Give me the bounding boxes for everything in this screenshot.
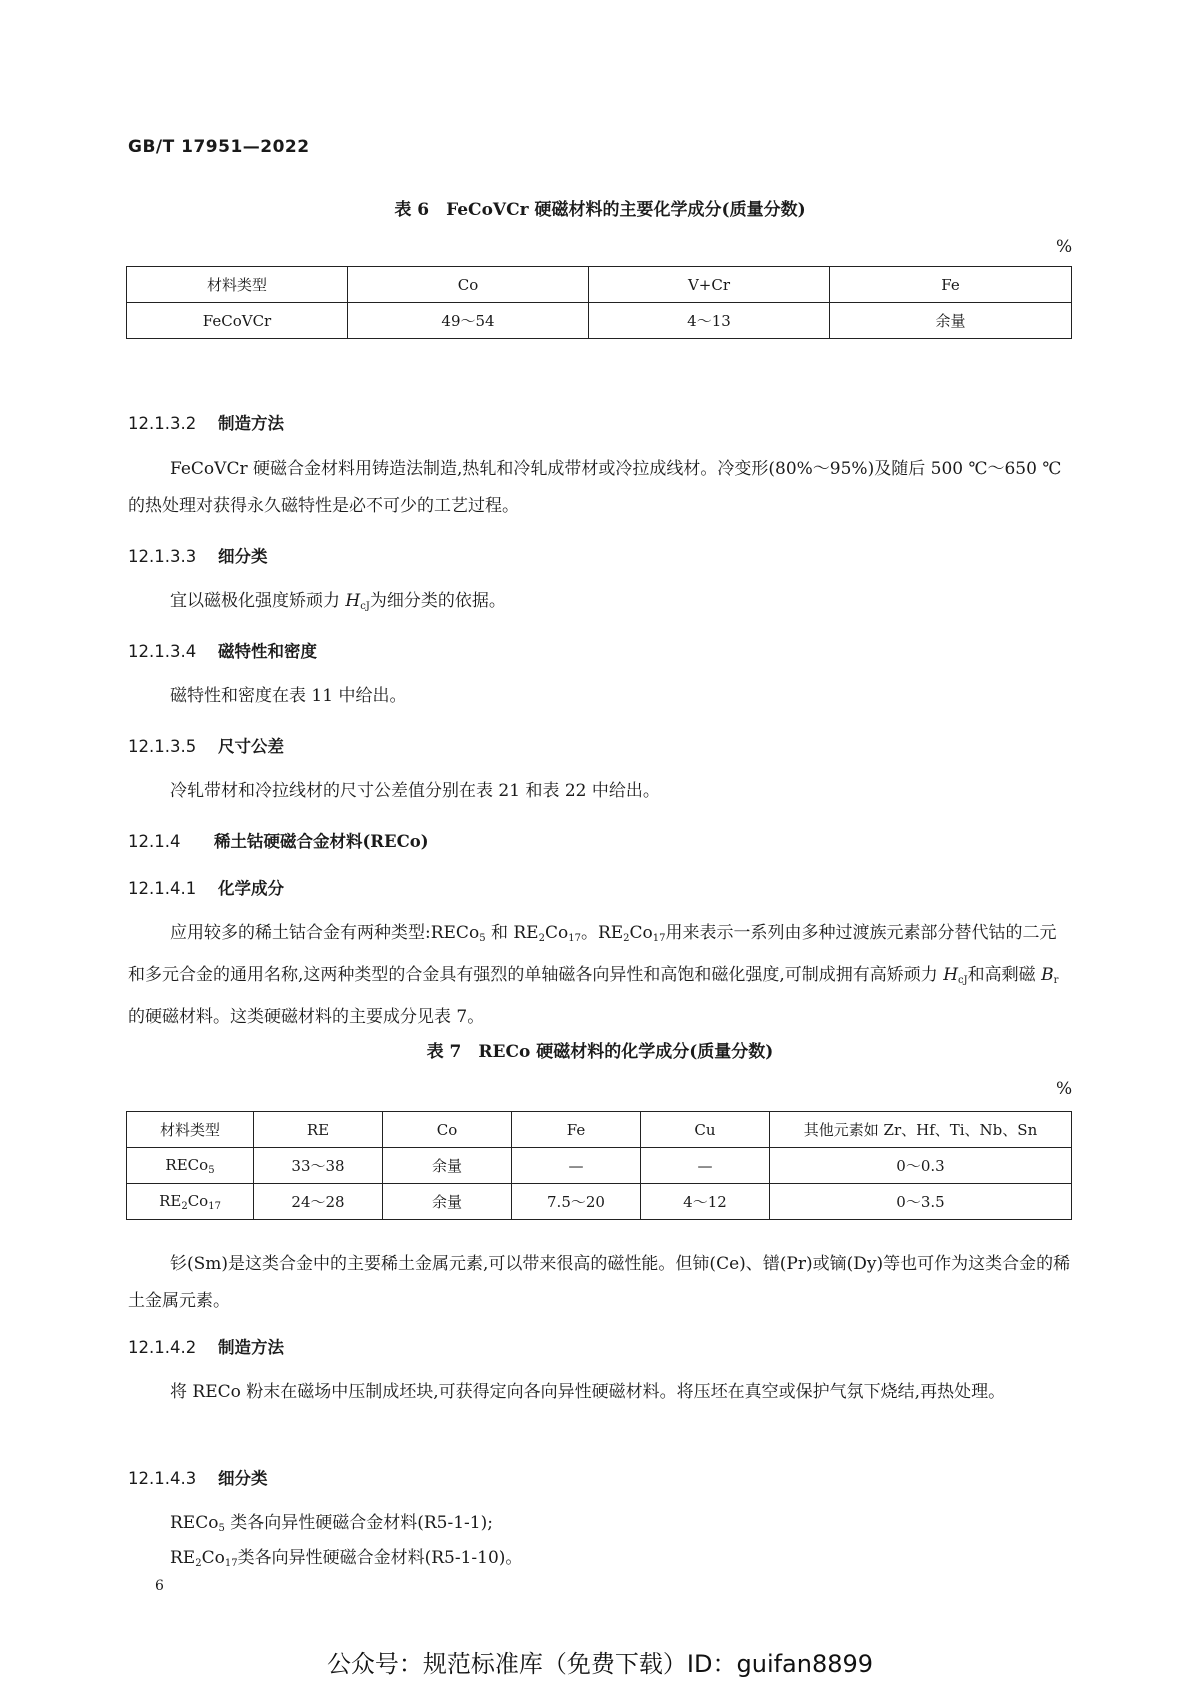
section-title: 磁特性和密度 <box>218 642 317 661</box>
symbol-h: H <box>345 591 361 611</box>
section-heading-12-1-3-5 <box>128 733 284 757</box>
paragraph-text: Co <box>629 923 653 943</box>
section-number: 12.1.4 <box>128 832 181 851</box>
section-heading-12-1-4-1 <box>128 875 284 899</box>
paragraph-text: FeCoVCr 硬磁合金材料用铸造法制造,热轧和冷轧成带材或冷拉成线材。冷变形(80%～95%)及随后 500 ℃～650 ℃的热处理对获得永久磁特性是必不可少的工艺过程。 <box>128 459 1062 516</box>
table-cell: 0～0.3 <box>770 1148 1072 1184</box>
section-heading-12-1-4-3 <box>128 1465 268 1489</box>
paragraph-text: 磁特性和密度在表 11 中给出。 <box>170 686 407 706</box>
section-title: 尺寸公差 <box>218 737 284 756</box>
section-title: 制造方法 <box>218 1338 284 1357</box>
paragraph-text: 。RE <box>580 923 624 943</box>
table-header-cell: Co <box>383 1112 512 1148</box>
section-number: 12.1.3.4 <box>128 642 197 661</box>
table-row <box>127 1148 1072 1184</box>
table6-header-row <box>127 267 1072 303</box>
item-text: 类各向异性硬磁合金材料(R5-1-1); <box>224 1513 493 1533</box>
section-heading-12-1-4 <box>128 828 429 852</box>
paragraph-text: 宜以磁极化强度矫顽力 <box>170 591 346 611</box>
section-number: 12.1.4.3 <box>128 1469 197 1488</box>
table-cell: 49～54 <box>348 303 589 339</box>
table-cell: — <box>512 1148 641 1184</box>
list-item-re2co17 <box>128 1540 1072 1582</box>
subscript: 2 <box>538 933 545 944</box>
section-number: 12.1.3.5 <box>128 737 197 756</box>
paragraph-text: 和 RE <box>485 923 539 943</box>
paragraph-text: 为细分类的依据。 <box>369 591 506 611</box>
table7-caption: 表 7 RECo 硬磁材料的化学成分(质量分数) <box>426 1042 774 1062</box>
table-header-cell: V+Cr <box>589 267 830 303</box>
section-number: 12.1.3.3 <box>128 547 197 566</box>
table-header-cell: Fe <box>512 1112 641 1148</box>
paragraph-tolerance <box>128 773 1072 810</box>
table-header-cell: RE <box>254 1112 383 1148</box>
subscript: 5 <box>479 933 486 944</box>
table-row <box>127 1184 1072 1220</box>
paragraph-text: 的硬磁材料。这类硬磁材料的主要成分见表 7。 <box>128 1007 485 1027</box>
item-text: Co <box>201 1548 225 1568</box>
symbol-h: H <box>943 965 959 985</box>
section-title: 制造方法 <box>218 414 284 433</box>
table-cell: 余量 <box>830 303 1072 339</box>
subscript: 2 <box>181 1200 188 1212</box>
subscript: 5 <box>208 1164 215 1176</box>
paragraph-text: 应用较多的稀土钴合金有两种类型:RECo <box>170 923 480 943</box>
cell-text: RE <box>159 1191 182 1210</box>
paragraph-text: 用来表示一系列由多种过渡族元素部分替代钴的二元和多元合金的通用名称,这两种类型的合金具有强烈的单轴磁各向异性和高饱和磁化强度,可制成拥有高矫顽力 <box>128 923 1057 985</box>
paragraph-text: 和高剩磁 <box>967 965 1042 985</box>
subscript: 17 <box>208 1200 221 1212</box>
table-row <box>127 303 1072 339</box>
cell-text: RECo <box>165 1155 209 1174</box>
table-cell: FeCoVCr <box>127 303 348 339</box>
table-cell: 24～28 <box>254 1184 383 1220</box>
table-cell: 4～12 <box>641 1184 770 1220</box>
cell-text: Co <box>187 1191 209 1210</box>
section-number: 12.1.4.2 <box>128 1338 197 1357</box>
table-cell <box>127 1148 254 1184</box>
paragraph-magnetic <box>128 678 1072 715</box>
table6-caption: 表 6 FeCoVCr 硬磁材料的主要化学成分(质量分数) <box>394 200 806 220</box>
item-text: RE <box>170 1548 196 1568</box>
subscript: 17 <box>224 1558 238 1569</box>
item-text: 类各向异性硬磁合金材料(R5-1-10)。 <box>237 1548 523 1568</box>
table-cell: 7.5～20 <box>512 1184 641 1220</box>
item-text: RECo <box>170 1513 219 1533</box>
subscript: r <box>1053 975 1059 986</box>
table-cell: 0～3.5 <box>770 1184 1072 1220</box>
paragraph-subclass <box>128 583 1072 625</box>
table-header-cell: Co <box>348 267 589 303</box>
section-heading-12-1-4-2 <box>128 1334 284 1358</box>
paragraph-reco-manufacturing <box>128 1374 1072 1411</box>
table-header-cell: Cu <box>641 1112 770 1148</box>
section-number: 12.1.4.1 <box>128 879 197 898</box>
table7-header-row <box>127 1112 1072 1148</box>
table6 <box>126 266 1072 339</box>
page-number: 6 <box>155 1578 164 1594</box>
table-cell: 余量 <box>383 1184 512 1220</box>
standard-code: GB/T 17951—2022 <box>128 137 310 157</box>
subscript: cJ <box>958 975 968 986</box>
subscript: cJ <box>360 601 370 612</box>
subscript: 17 <box>652 933 666 944</box>
paragraph-text: 钐(Sm)是这类合金中的主要稀土金属元素,可以带来很高的磁性能。但铈(Ce)、镨(Pr)或镝(Dy)等也可作为这类合金的稀土金属元素。 <box>128 1254 1071 1311</box>
paragraph-text: 冷轧带材和冷拉线材的尺寸公差值分别在表 21 和表 22 中给出。 <box>170 781 660 801</box>
table-header-cell: Fe <box>830 267 1072 303</box>
table6-unit: % <box>1056 237 1073 257</box>
paragraph-text: Co <box>544 923 569 943</box>
section-title: 稀土钴硬磁合金材料(RECo) <box>214 832 429 851</box>
subscript: 5 <box>218 1523 225 1534</box>
paragraph-text: 将 RECo 粉末在磁场中压制成坯块,可获得定向各向异性硬磁材料。将压坯在真空或保护气氛下烧结,再热处理。 <box>170 1382 1006 1402</box>
footer-watermark: 公众号：规范标准库（免费下载）ID：guifan8899 <box>326 1650 874 1678</box>
table-header-cell: 其他元素如 Zr、Hf、Ti、Nb、Sn <box>770 1112 1072 1148</box>
section-title: 细分类 <box>218 1469 268 1488</box>
table7 <box>126 1111 1072 1220</box>
paragraph-manufacturing <box>128 451 1072 525</box>
table-cell: — <box>641 1148 770 1184</box>
section-number: 12.1.3.2 <box>128 414 197 433</box>
paragraph-composition <box>128 915 1072 1036</box>
section-heading-12-1-3-3 <box>128 543 268 567</box>
subscript: 17 <box>568 933 581 944</box>
paragraph-samarium <box>128 1246 1072 1320</box>
table-header-cell: 材料类型 <box>127 1112 254 1148</box>
table-header-cell: 材料类型 <box>127 267 348 303</box>
table-cell: 33～38 <box>254 1148 383 1184</box>
table-cell: 余量 <box>383 1148 512 1184</box>
subscript: 2 <box>623 933 630 944</box>
section-title: 化学成分 <box>218 879 284 898</box>
table-cell <box>127 1184 254 1220</box>
section-title: 细分类 <box>218 547 268 566</box>
table7-unit: % <box>1056 1079 1073 1099</box>
table-cell: 4～13 <box>589 303 830 339</box>
section-heading-12-1-3-2 <box>128 410 284 434</box>
subscript: 2 <box>195 1558 202 1569</box>
symbol-b: B <box>1041 965 1054 985</box>
section-heading-12-1-3-4 <box>128 638 317 662</box>
